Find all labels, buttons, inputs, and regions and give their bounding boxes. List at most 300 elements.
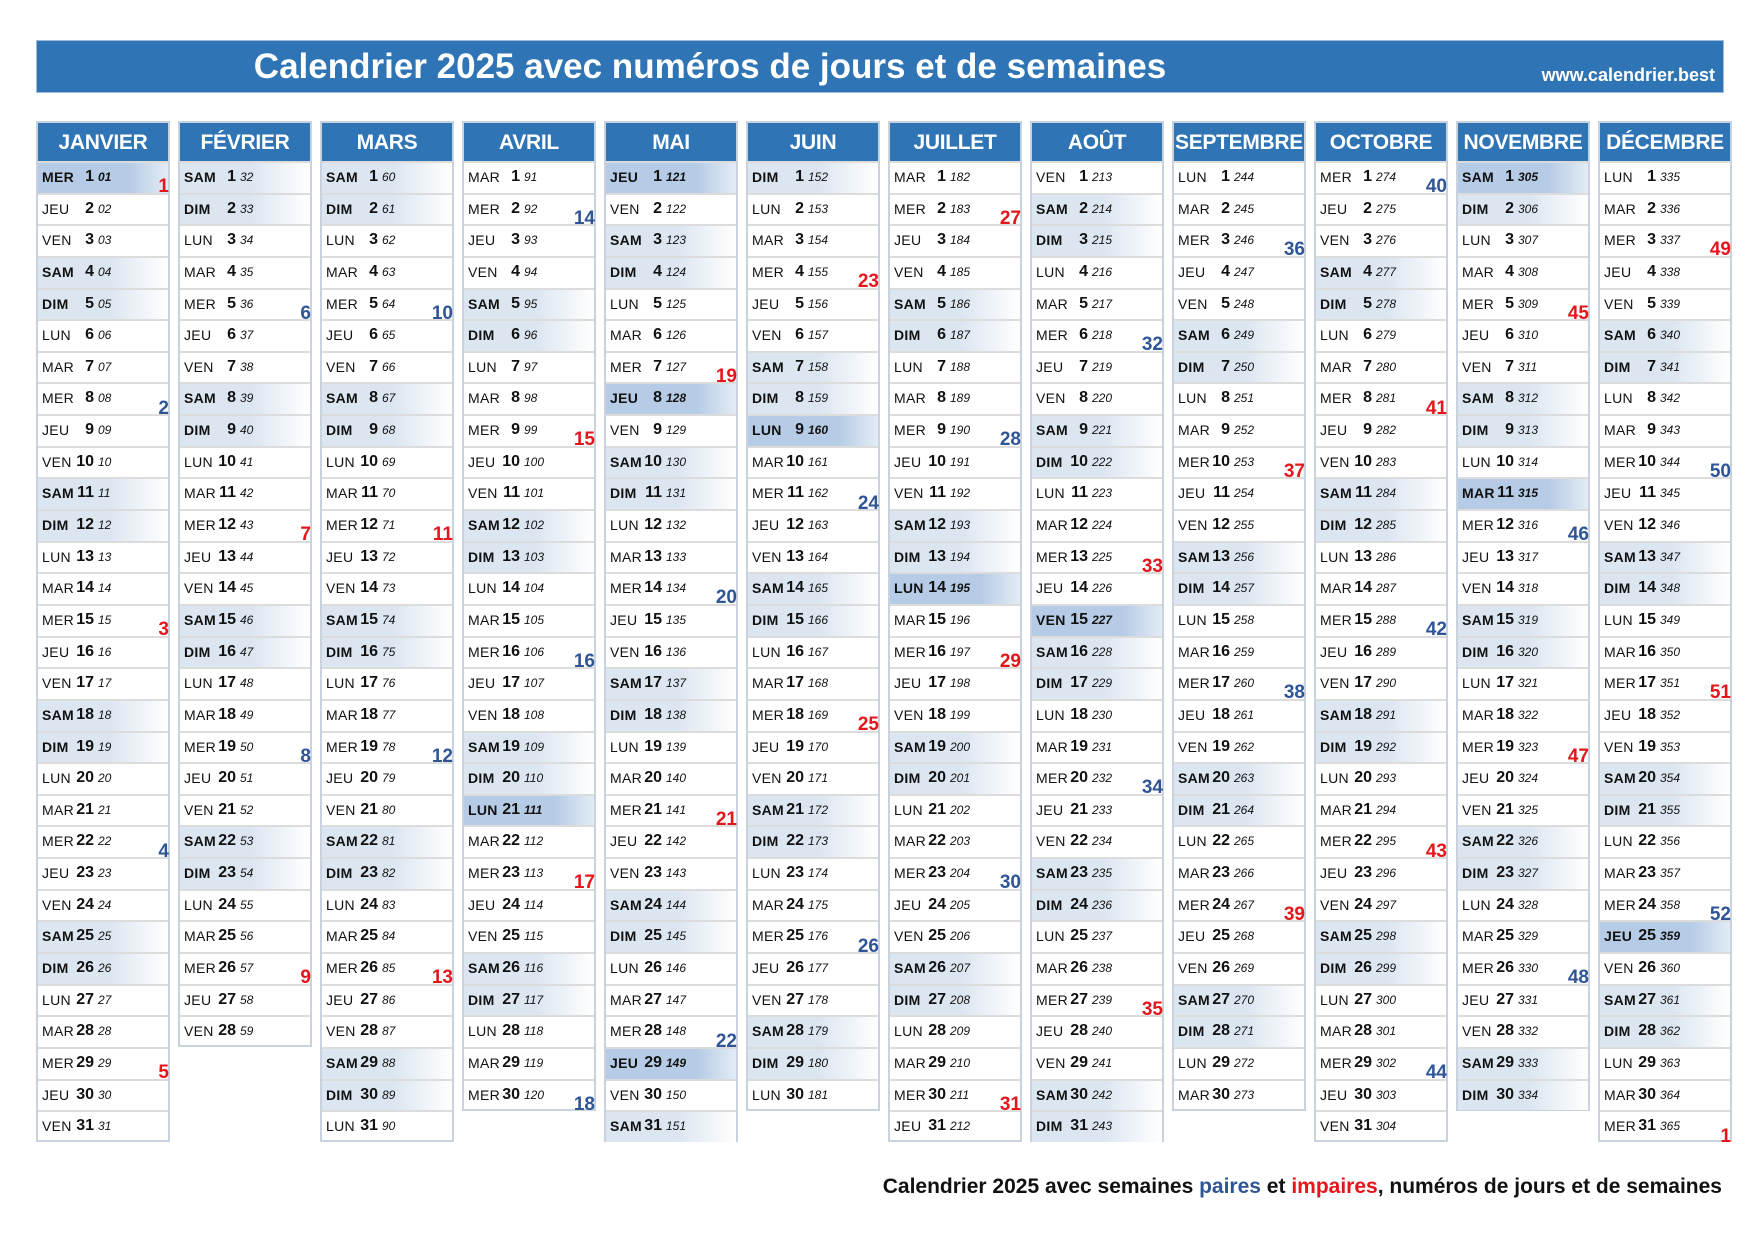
day-number: 20: [644, 769, 662, 787]
day-row: [322, 825, 452, 857]
day-row: [180, 636, 310, 668]
day-of-year: 218: [1092, 328, 1113, 343]
day-row: [890, 762, 1020, 794]
day-of-year: 10: [98, 454, 112, 469]
day-number: 10: [786, 452, 804, 470]
weekday-name: LUN: [1036, 485, 1065, 502]
weekday-name: MER: [468, 200, 501, 217]
day-of-year: 83: [382, 897, 396, 912]
weekday-name: VEN: [1604, 960, 1634, 977]
day-of-year: 24: [98, 897, 112, 912]
day-number: 30: [786, 1085, 804, 1103]
day-of-year: 324: [1518, 771, 1539, 786]
day-of-year: 118: [524, 1024, 544, 1039]
weekday-name: JEU: [1036, 358, 1064, 375]
weekday-name: MER: [42, 169, 75, 185]
day-number: 9: [1647, 421, 1656, 439]
day-row: [38, 920, 168, 952]
week-number: 38: [1283, 682, 1305, 704]
day-number: 11: [1497, 484, 1514, 502]
day-number: 16: [1354, 642, 1372, 660]
day-number: 26: [786, 959, 804, 977]
day-row: [322, 1047, 452, 1079]
day-number: 28: [1638, 1022, 1656, 1040]
day-number: 23: [1496, 864, 1514, 882]
day-row: [1600, 857, 1730, 889]
day-number: 10: [928, 452, 946, 470]
day-of-year: 129: [666, 423, 687, 438]
weekday-name: MER: [1036, 548, 1069, 565]
day-number: 4: [795, 262, 804, 280]
day-row: [748, 1047, 878, 1079]
weekday-name: MER: [468, 865, 501, 882]
day-row: [1316, 794, 1446, 826]
day-of-year: 243: [1092, 1119, 1113, 1134]
day-of-year: 240: [1092, 1024, 1113, 1039]
weekday-name: SAM: [1320, 263, 1353, 280]
day-number: 31: [360, 1117, 378, 1135]
day-row: [1174, 414, 1304, 446]
day-row: [38, 288, 168, 320]
weekday-name: LUN: [610, 738, 639, 755]
weekday-name: DIM: [1320, 295, 1347, 312]
weekday-name: DIM: [1604, 580, 1631, 597]
day-number: 24: [644, 895, 662, 913]
week-number: 5: [158, 1062, 169, 1084]
weekday-name: DIM: [468, 991, 495, 1008]
day-row: [1458, 351, 1588, 383]
day-of-year: 268: [1234, 929, 1255, 944]
day-of-year: 205: [950, 897, 971, 912]
day-number: 28: [1070, 1022, 1088, 1040]
footer-even-word: paires: [1199, 1175, 1261, 1198]
day-of-year: 07: [98, 359, 112, 374]
weekday-name: MAR: [1604, 200, 1637, 217]
day-number: 19: [1354, 737, 1372, 755]
weekday-name: MAR: [184, 928, 217, 945]
weekday-name: DIM: [610, 263, 637, 280]
day-of-year: 296: [1376, 866, 1397, 881]
day-of-year: 237: [1092, 929, 1113, 944]
day-of-year: 314: [1518, 454, 1539, 469]
day-number: 7: [511, 357, 520, 375]
weekday-name: VEN: [1320, 453, 1350, 470]
weekday-name: LUN: [1320, 991, 1349, 1008]
day-of-year: 321: [1518, 676, 1539, 691]
day-number: 24: [1496, 895, 1514, 913]
day-number: 4: [1221, 262, 1230, 280]
day-row: [1032, 889, 1162, 921]
weekday-name: JEU: [1462, 327, 1490, 344]
day-number: 5: [795, 294, 804, 312]
day-row: [38, 224, 168, 256]
weekday-name: DIM: [752, 1054, 779, 1071]
day-row: [1600, 604, 1730, 636]
weekday-name: VEN: [184, 1023, 214, 1040]
weekday-name: LUN: [42, 991, 71, 1008]
day-of-year: 290: [1376, 676, 1397, 691]
weekday-name: MER: [752, 706, 785, 723]
day-number: 16: [218, 642, 236, 660]
day-row: [748, 857, 878, 889]
day-number: 15: [644, 610, 662, 628]
weekday-name: DIM: [752, 611, 779, 628]
weekday-name: SAM: [610, 453, 643, 470]
day-row: [322, 414, 452, 446]
day-number: 31: [928, 1117, 946, 1135]
day-of-year: 107: [524, 676, 545, 691]
day-row: [464, 731, 594, 763]
day-number: 18: [218, 705, 236, 723]
day-of-year: 215: [1092, 233, 1113, 248]
day-number: 20: [928, 769, 946, 787]
day-number: 24: [786, 895, 804, 913]
day-number: 6: [1221, 326, 1230, 344]
day-of-year: 364: [1660, 1087, 1681, 1102]
weekday-name: JEU: [42, 422, 70, 439]
day-of-year: 282: [1376, 423, 1397, 438]
day-row: [1316, 920, 1446, 952]
weekday-name: JEU: [1320, 643, 1348, 660]
weekday-name: MAR: [1462, 928, 1495, 945]
day-number: 17: [1638, 674, 1656, 692]
weekday-name: VEN: [1320, 675, 1350, 692]
day-row: [38, 1110, 168, 1142]
footer-text-end: , numéros de jours et de semaines: [1377, 1175, 1722, 1198]
day-number: 27: [1496, 990, 1514, 1008]
day-of-year: 333: [1518, 1055, 1539, 1070]
day-row: [748, 794, 878, 826]
day-of-year: 162: [808, 486, 829, 501]
weekday-name: JEU: [1178, 263, 1206, 280]
day-row: [890, 256, 1020, 288]
weekday-name: MAR: [184, 706, 217, 723]
week-number: 39: [1283, 903, 1305, 925]
weekday-name: MAR: [752, 453, 785, 470]
day-of-year: 53: [240, 834, 254, 849]
weekday-name: LUN: [184, 896, 213, 913]
day-row: [748, 604, 878, 636]
day-number: 6: [653, 326, 662, 344]
weekday-name: MAR: [468, 833, 501, 850]
weekday-name: SAM: [1320, 706, 1353, 723]
day-number: 26: [1070, 959, 1088, 977]
day-of-year: 273: [1234, 1087, 1255, 1102]
day-of-year: 52: [240, 802, 254, 817]
day-of-year: 287: [1376, 581, 1397, 596]
day-of-year: 116: [524, 961, 544, 976]
day-number: 22: [644, 832, 662, 850]
day-of-year: 110: [524, 771, 544, 786]
day-number: 4: [1647, 262, 1656, 280]
weekday-name: SAM: [326, 390, 359, 407]
day-row: [1600, 952, 1730, 984]
day-number: 2: [1505, 199, 1514, 217]
weekday-name: SAM: [1604, 770, 1637, 787]
day-row: [1174, 1079, 1304, 1111]
day-of-year: 135: [666, 612, 687, 627]
day-number: 29: [644, 1053, 662, 1071]
day-number: 16: [786, 642, 804, 660]
day-number: 22: [928, 832, 946, 850]
day-number: 24: [928, 895, 946, 913]
day-row: [180, 161, 310, 193]
day-number: 21: [786, 800, 804, 818]
day-row: [38, 351, 168, 383]
day-of-year: 206: [950, 929, 971, 944]
day-row: [1458, 1047, 1588, 1079]
weekday-name: VEN: [610, 1086, 640, 1103]
day-of-year: 146: [666, 961, 687, 976]
day-number: 23: [1638, 864, 1656, 882]
day-number: 12: [1496, 516, 1514, 534]
weekday-name: MAR: [610, 770, 643, 787]
weekday-name: MER: [894, 422, 927, 439]
weekday-name: LUN: [1462, 896, 1491, 913]
week-number: 51: [1709, 682, 1731, 704]
day-row: [1316, 1015, 1446, 1047]
day-row: [1316, 699, 1446, 731]
day-of-year: 62: [382, 233, 396, 248]
week-number: 52: [1709, 903, 1731, 925]
day-number: 21: [1212, 800, 1230, 818]
day-row: [1174, 351, 1304, 383]
weekday-name: DIM: [1036, 453, 1063, 470]
day-number: 18: [786, 705, 804, 723]
day-number: 9: [369, 421, 378, 439]
day-number: 24: [1638, 895, 1656, 913]
weekday-name: JEU: [1462, 991, 1490, 1008]
weekday-name: VEN: [1462, 580, 1492, 597]
day-row: [464, 256, 594, 288]
day-number: 9: [511, 421, 520, 439]
weekday-name: MER: [1320, 833, 1353, 850]
day-number: 19: [360, 737, 378, 755]
day-row: [1032, 952, 1162, 984]
day-of-year: 64: [382, 296, 396, 311]
month-name: FÉVRIER: [180, 123, 310, 161]
weekday-name: MAR: [1462, 263, 1495, 280]
weekday-name: MAR: [42, 580, 75, 597]
day-of-year: 256: [1234, 549, 1255, 564]
day-of-year: 34: [240, 233, 254, 248]
day-of-year: 217: [1092, 296, 1113, 311]
day-of-year: 69: [382, 454, 396, 469]
site-url: www.calendrier.best: [1541, 65, 1715, 85]
day-number: 10: [76, 452, 94, 470]
day-row: [1174, 1015, 1304, 1047]
day-number: 9: [227, 421, 236, 439]
day-number: 20: [502, 769, 520, 787]
day-number: 6: [511, 326, 520, 344]
day-of-year: 91: [524, 170, 538, 184]
day-of-year: 158: [808, 359, 829, 374]
day-row: [180, 414, 310, 446]
day-of-year: 289: [1376, 644, 1397, 659]
day-row: [1600, 541, 1730, 573]
day-of-year: 32: [240, 170, 254, 184]
weekday-name: MER: [1462, 738, 1495, 755]
day-of-year: 03: [98, 233, 112, 248]
day-number: 28: [1212, 1022, 1230, 1040]
day-row: [464, 382, 594, 414]
day-number: 16: [76, 642, 94, 660]
weekday-name: DIM: [894, 991, 921, 1008]
day-number: 19: [1070, 737, 1088, 755]
day-number: 12: [644, 516, 662, 534]
day-number: 25: [1496, 927, 1514, 945]
day-row: [1032, 1110, 1162, 1142]
day-number: 30: [928, 1085, 946, 1103]
day-row: [322, 920, 452, 952]
weekday-name: VEN: [468, 263, 498, 280]
day-number: 13: [502, 547, 520, 565]
day-of-year: 294: [1376, 802, 1397, 817]
day-row: [1032, 477, 1162, 509]
day-number: 13: [1638, 547, 1656, 565]
weekday-name: VEN: [1178, 738, 1208, 755]
month-name: OCTOBRE: [1316, 123, 1446, 161]
weekday-name: SAM: [1320, 928, 1353, 945]
weekday-name: JEU: [1036, 580, 1064, 597]
day-row: [606, 288, 736, 320]
day-number: 26: [76, 959, 94, 977]
weekday-name: JEU: [1604, 263, 1632, 280]
day-row: [1458, 699, 1588, 731]
week-number: 23: [857, 270, 879, 292]
day-row: [180, 382, 310, 414]
weekday-name: SAM: [468, 960, 501, 977]
weekday-name: DIM: [610, 485, 637, 502]
weekday-name: SAM: [610, 1118, 643, 1135]
weekday-name: LUN: [1320, 327, 1349, 344]
weekday-name: JEU: [1320, 422, 1348, 439]
week-number: 33: [1141, 555, 1163, 577]
day-row: [1600, 762, 1730, 794]
weekday-name: JEU: [752, 295, 780, 312]
day-number: 20: [1070, 769, 1088, 787]
day-row: [1600, 509, 1730, 541]
day-of-year: 117: [524, 992, 544, 1007]
week-number: 11: [432, 524, 453, 546]
day-row: [606, 699, 736, 731]
day-number: 16: [644, 642, 662, 660]
day-row: [890, 604, 1020, 636]
day-of-year: 227: [1092, 612, 1113, 627]
day-row: [464, 351, 594, 383]
weekday-name: JEU: [42, 643, 70, 660]
day-row: [38, 572, 168, 604]
day-of-year: 279: [1376, 328, 1397, 343]
weekday-name: MAR: [1320, 580, 1353, 597]
day-of-year: 70: [382, 486, 396, 501]
day-number: 26: [1638, 959, 1656, 977]
day-number: 31: [1070, 1117, 1088, 1135]
day-of-year: 187: [950, 328, 971, 343]
weekday-name: VEN: [1604, 295, 1634, 312]
day-of-year: 286: [1376, 549, 1397, 564]
day-of-year: 55: [240, 897, 254, 912]
day-number: 29: [76, 1053, 94, 1071]
weekday-name: DIM: [1178, 801, 1205, 818]
day-row: [606, 731, 736, 763]
weekday-name: MER: [610, 1023, 643, 1040]
day-number: 27: [644, 990, 662, 1008]
day-number: 13: [218, 547, 236, 565]
day-number: 6: [227, 326, 236, 344]
day-of-year: 61: [382, 201, 396, 216]
weekday-name: MER: [326, 517, 359, 534]
day-number: 2: [795, 199, 804, 217]
day-number: 8: [653, 389, 662, 407]
day-of-year: 148: [666, 1024, 687, 1039]
day-row: [38, 825, 168, 857]
day-row: [180, 509, 310, 541]
weekday-name: LUN: [42, 327, 71, 344]
day-of-year: 257: [1234, 581, 1255, 596]
weekday-name: SAM: [468, 295, 501, 312]
day-of-year: 259: [1234, 644, 1255, 659]
day-row: [464, 699, 594, 731]
day-of-year: 48: [240, 676, 254, 691]
weekday-name: LUN: [894, 1023, 923, 1040]
day-of-year: 92: [524, 201, 538, 216]
day-row: [322, 667, 452, 699]
weekday-name: VEN: [1604, 738, 1634, 755]
day-row: [1458, 256, 1588, 288]
day-row: [322, 604, 452, 636]
weekday-name: MER: [326, 295, 359, 312]
day-of-year: 63: [382, 264, 396, 279]
weekday-name: VEN: [1320, 232, 1350, 249]
day-number: 13: [928, 547, 946, 565]
day-row: [1316, 889, 1446, 921]
day-number: 1: [1505, 168, 1514, 185]
weekday-name: MAR: [1036, 960, 1069, 977]
day-number: 11: [503, 484, 520, 502]
day-number: 14: [1070, 579, 1088, 597]
day-number: 10: [502, 452, 520, 470]
weekday-name: VEN: [894, 485, 924, 502]
day-number: 23: [502, 864, 520, 882]
day-of-year: 130: [666, 454, 687, 469]
day-row: [464, 825, 594, 857]
day-row: [1458, 825, 1588, 857]
day-number: 19: [1638, 737, 1656, 755]
day-number: 8: [511, 389, 520, 407]
day-row: [464, 1015, 594, 1047]
day-number: 30: [1496, 1085, 1514, 1103]
day-of-year: 346: [1660, 518, 1681, 533]
weekday-name: SAM: [1178, 327, 1211, 344]
week-number: 45: [1567, 302, 1589, 324]
weekday-name: MAR: [326, 485, 359, 502]
day-number: 4: [511, 262, 520, 280]
weekday-name: LUN: [1320, 548, 1349, 565]
day-number: 17: [1212, 674, 1230, 692]
weekday-name: MAR: [1604, 643, 1637, 660]
day-row: [606, 509, 736, 541]
day-number: 12: [1638, 516, 1656, 534]
weekday-name: LUN: [468, 358, 497, 375]
day-number: 5: [937, 294, 946, 312]
day-number: 11: [787, 484, 804, 502]
weekday-name: MER: [894, 1086, 927, 1103]
day-of-year: 121: [666, 170, 687, 184]
day-of-year: 186: [950, 296, 971, 311]
day-row: [1316, 446, 1446, 478]
day-number: 30: [644, 1085, 662, 1103]
